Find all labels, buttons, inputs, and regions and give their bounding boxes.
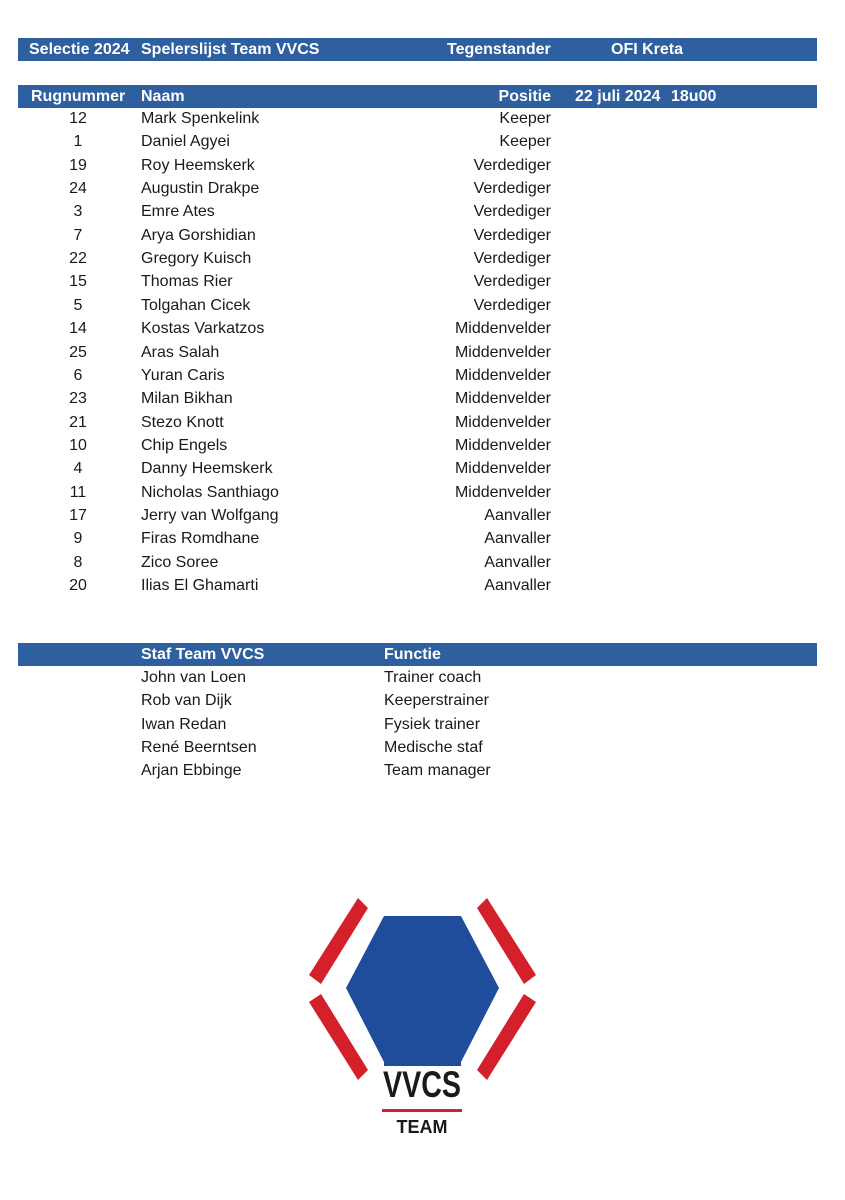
player-position: Verdediger bbox=[473, 250, 551, 268]
player-position: Aanvaller bbox=[484, 530, 551, 548]
player-name: Firas Romdhane bbox=[141, 530, 260, 548]
player-row bbox=[18, 155, 817, 178]
player-row bbox=[18, 108, 817, 131]
player-number: 7 bbox=[73, 226, 83, 244]
player-name: Thomas Rier bbox=[141, 273, 233, 291]
position-column-header: Positie bbox=[498, 88, 551, 105]
player-name: Nicholas Santhiago bbox=[141, 483, 279, 501]
function-column-header: Functie bbox=[384, 646, 441, 663]
staff-function: Keeperstrainer bbox=[384, 692, 489, 710]
player-position: Aanvaller bbox=[484, 553, 551, 571]
player-number: 6 bbox=[73, 366, 83, 384]
player-number: 11 bbox=[69, 483, 87, 501]
selection-label: Selectie 2024 bbox=[29, 41, 130, 58]
player-position: Keeper bbox=[499, 133, 551, 151]
player-position: Middenvelder bbox=[454, 483, 551, 501]
player-row bbox=[18, 271, 817, 294]
player-name: Jerry van Wolfgang bbox=[141, 506, 279, 524]
player-name: Mark Spenkelink bbox=[141, 110, 260, 127]
player-number: 19 bbox=[69, 156, 87, 174]
staff-row bbox=[18, 714, 817, 737]
player-position: Middenvelder bbox=[454, 413, 551, 431]
staff-function: Team manager bbox=[384, 762, 491, 780]
player-number: 21 bbox=[69, 413, 87, 431]
player-number: 14 bbox=[69, 320, 87, 338]
player-number: 8 bbox=[73, 553, 83, 571]
player-number: 10 bbox=[69, 436, 87, 454]
player-name: Roy Heemskerk bbox=[141, 156, 255, 174]
player-name: Zico Soree bbox=[141, 553, 219, 571]
player-row bbox=[18, 131, 817, 154]
staff-name: Arjan Ebbinge bbox=[141, 762, 242, 780]
staff-function: Fysiek trainer bbox=[384, 715, 481, 733]
player-position: Middenvelder bbox=[454, 390, 551, 408]
staff-function: Trainer coach bbox=[384, 669, 482, 686]
player-name: Kostas Varkatzos bbox=[141, 320, 265, 338]
player-row bbox=[18, 295, 817, 318]
player-position: Verdediger bbox=[473, 296, 551, 314]
players-header-bar bbox=[18, 85, 817, 108]
opponent-label: Tegenstander bbox=[447, 41, 551, 58]
player-number: 5 bbox=[73, 296, 83, 314]
logo-divider bbox=[382, 1109, 462, 1112]
player-name: Stezo Knott bbox=[141, 413, 224, 431]
player-name: Yuran Caris bbox=[141, 366, 225, 384]
player-number: 23 bbox=[69, 390, 87, 408]
player-row bbox=[18, 505, 817, 528]
staff-row bbox=[18, 760, 817, 783]
player-row bbox=[18, 201, 817, 224]
player-row bbox=[18, 552, 817, 575]
staff-name: René Beerntsen bbox=[141, 739, 257, 757]
player-number: 1 bbox=[73, 133, 83, 151]
player-position: Middenvelder bbox=[454, 366, 551, 384]
logo-text: VVCS bbox=[383, 1064, 461, 1105]
staff-row bbox=[18, 690, 817, 713]
logo-hexagon bbox=[346, 916, 499, 1062]
match-time: 18u00 bbox=[671, 88, 717, 105]
player-name: Augustin Drakpe bbox=[141, 180, 260, 198]
logo-subtext: TEAM bbox=[396, 1117, 448, 1137]
staff-title: Staf Team VVCS bbox=[141, 646, 265, 663]
player-row bbox=[18, 435, 817, 458]
player-name: Ilias El Ghamarti bbox=[141, 577, 259, 594]
player-position: Aanvaller bbox=[484, 577, 551, 594]
number-column-header: Rugnummer bbox=[31, 88, 126, 105]
player-position: Middenvelder bbox=[454, 320, 551, 338]
name-column-header: Naam bbox=[141, 88, 185, 105]
player-row bbox=[18, 458, 817, 481]
player-row bbox=[18, 388, 817, 411]
player-number: 15 bbox=[69, 273, 87, 291]
vvcs-team-logo bbox=[300, 890, 545, 1140]
player-name: Tolgahan Cicek bbox=[141, 296, 251, 314]
player-position: Verdediger bbox=[473, 226, 551, 244]
player-name: Danny Heemskerk bbox=[141, 460, 273, 478]
opponent-name: OFI Kreta bbox=[611, 41, 684, 58]
match-date: 22 juli 2024 bbox=[575, 88, 661, 105]
player-position: Verdediger bbox=[473, 180, 551, 198]
staff-name: Iwan Redan bbox=[141, 715, 227, 733]
player-position: Middenvelder bbox=[454, 460, 551, 478]
staff-name: John van Loen bbox=[141, 669, 246, 686]
player-row bbox=[18, 178, 817, 201]
player-position: Keeper bbox=[499, 110, 551, 127]
player-row bbox=[18, 412, 817, 435]
staff-header-bar bbox=[18, 643, 817, 666]
player-number: 24 bbox=[69, 180, 87, 198]
player-number: 25 bbox=[69, 343, 87, 361]
player-number: 17 bbox=[69, 506, 87, 524]
player-row bbox=[18, 575, 817, 598]
player-position: Middenvelder bbox=[454, 436, 551, 454]
player-position: Aanvaller bbox=[484, 506, 551, 524]
player-row bbox=[18, 365, 817, 388]
player-row bbox=[18, 342, 817, 365]
player-name: Chip Engels bbox=[141, 436, 228, 454]
player-number: 20 bbox=[69, 577, 87, 594]
player-number: 3 bbox=[73, 203, 83, 221]
player-position: Verdediger bbox=[473, 203, 551, 221]
player-number: 9 bbox=[73, 530, 83, 548]
staff-row bbox=[18, 737, 817, 760]
list-title: Spelerslijst Team VVCS bbox=[141, 41, 320, 58]
staff-row bbox=[18, 667, 817, 690]
player-name: Daniel Agyei bbox=[141, 133, 230, 151]
player-number: 12 bbox=[69, 110, 87, 127]
player-name: Milan Bikhan bbox=[141, 390, 233, 408]
player-position: Verdediger bbox=[473, 273, 551, 291]
player-row bbox=[18, 318, 817, 341]
player-row bbox=[18, 248, 817, 271]
player-row bbox=[18, 225, 817, 248]
player-number: 4 bbox=[73, 460, 83, 478]
player-position: Middenvelder bbox=[454, 343, 551, 361]
player-name: Emre Ates bbox=[141, 203, 215, 221]
player-row bbox=[18, 482, 817, 505]
player-number: 22 bbox=[69, 250, 87, 268]
player-name: Arya Gorshidian bbox=[141, 226, 256, 244]
player-row bbox=[18, 528, 817, 551]
player-name: Aras Salah bbox=[141, 343, 220, 361]
player-position: Verdediger bbox=[473, 156, 551, 174]
player-name: Gregory Kuisch bbox=[141, 250, 252, 268]
staff-function: Medische staf bbox=[384, 739, 483, 757]
staff-name: Rob van Dijk bbox=[141, 692, 232, 710]
title-bar bbox=[18, 38, 817, 61]
